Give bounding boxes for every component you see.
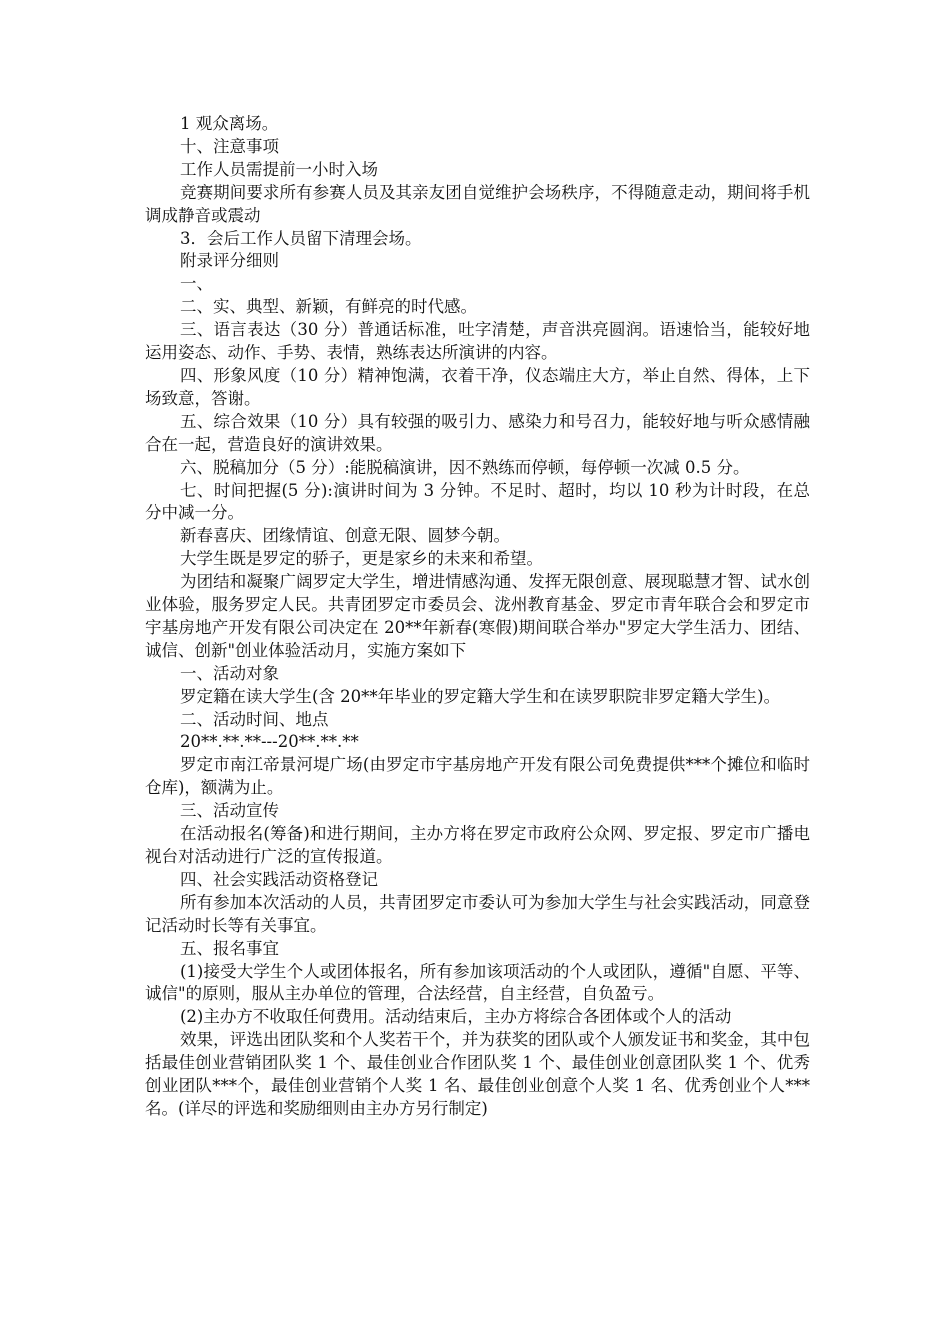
section-heading: 二、活动时间、地点 [180, 709, 329, 729]
paragraph: (2)主办方不收取任何费用。活动结束后，主办方将综合各团体或个人的活动 [180, 1007, 732, 1027]
paragraph: 为团结和凝聚广阔罗定大学生，增进情感沟通、发挥无限创意、展现聪慧才智、试水创业体验，服务罗定人民。共青团罗定市委员会、泷州教育基金、罗定市青年联合会和罗定市宇基房地产开发有限公司决定在 20**年新春(寒假)期间联合举办"罗定大学生活力、团结、诚信、创新"创业体验活动月，实施方案如下 [145, 572, 810, 660]
paragraph: 六、脱稿加分（5 分）:能脱稿演讲，因不熟练而停顿，每停顿一次减 0.5 分。 [180, 457, 750, 477]
section-heading: 十、注意事项 [180, 136, 279, 156]
paragraph: 五、综合效果（10 分）具有较强的吸引力、感染力和号召力，能较好地与听众感情融合在一起，营造良好的演讲效果。 [145, 411, 810, 454]
paragraph: 新春喜庆、团缘情谊、创意无限、圆梦今朝。 [180, 526, 510, 546]
paragraph: 20**.**.**---20**.**.** [180, 732, 359, 752]
paragraph: 一、 [180, 274, 213, 294]
paragraph: 工作人员需提前一小时入场 [180, 159, 378, 179]
paragraph: 所有参加本次活动的人员，共青团罗定市委认可为参加大学生与社会实践活动，同意登记活动时长等有关事宜。 [145, 892, 810, 935]
paragraph: 罗定市南江帝景河堤广场(由罗定市宇基房地产开发有限公司免费提供***个摊位和临时仓库)，额满为止。 [145, 755, 810, 798]
paragraph: 三、语言表达（30 分）普通话标准，吐字清楚，声音洪亮圆润。语速恰当，能较好地运用姿态、动作、手势、表情，熟练表达所演讲的内容。 [145, 320, 810, 363]
paragraph: 在活动报名(筹备)和进行期间，主办方将在罗定市政府公众网、罗定报、罗定市广播电视台对活动进行广泛的宣传报道。 [145, 824, 810, 866]
section-heading: 四、社会实践活动资格登记 [180, 869, 378, 889]
paragraph: (1)接受大学生个人或团体报名，所有参加该项活动的个人或团队，遵循"自愿、平等、诚信"的原则，服从主办单位的管理，合法经营，自主经营，自负盈亏。 [145, 961, 810, 1004]
paragraph: 1 观众离场。 [180, 114, 279, 133]
paragraph: 罗定籍在读大学生(含 20**年毕业的罗定籍大学生和在读罗职院非罗定籍大学生)。 [180, 686, 781, 706]
paragraph: 七、时间把握(5 分):演讲时间为 3 分钟。不足时、超时，均以 10 秒为计时段，在总分中减一分。 [145, 480, 810, 523]
paragraph: 3．会后工作人员留下清理会场。 [180, 228, 422, 248]
section-heading: 三、活动宣传 [180, 801, 279, 821]
section-heading: 附录评分细则 [180, 251, 279, 271]
paragraph: 效果，评选出团队奖和个人奖若干个，并为获奖的团队或个人颁发证书和奖金，其中包括最佳创业营销团队奖 1 个、最佳创业合作团队奖 1 个、最佳创业创意团队奖 1 个、优秀创业团队***个，最佳创业营销个人奖 1 名、最佳创业创意个人奖 1 名、优秀创业个人***名。(详尽的评选和奖励细则由主办方另行制定) [145, 1030, 810, 1118]
paragraph: 四、形象风度（10 分）精神饱满，衣着干净，仪态端庄大方，举止自然、得体，上下场致意，答谢。 [145, 365, 810, 408]
document-body [145, 113, 810, 1121]
paragraph: 二、实、典型、新颖，有鲜亮的时代感。 [180, 297, 477, 317]
paragraph: 大学生既是罗定的骄子，更是家乡的未来和希望。 [180, 549, 543, 569]
paragraph: 竞赛期间要求所有参赛人员及其亲友团自觉维护会场秩序，不得随意走动，期间将手机调成静音或震动 [145, 182, 810, 225]
section-heading: 一、活动对象 [180, 663, 279, 683]
section-heading: 五、报名事宜 [180, 938, 279, 958]
